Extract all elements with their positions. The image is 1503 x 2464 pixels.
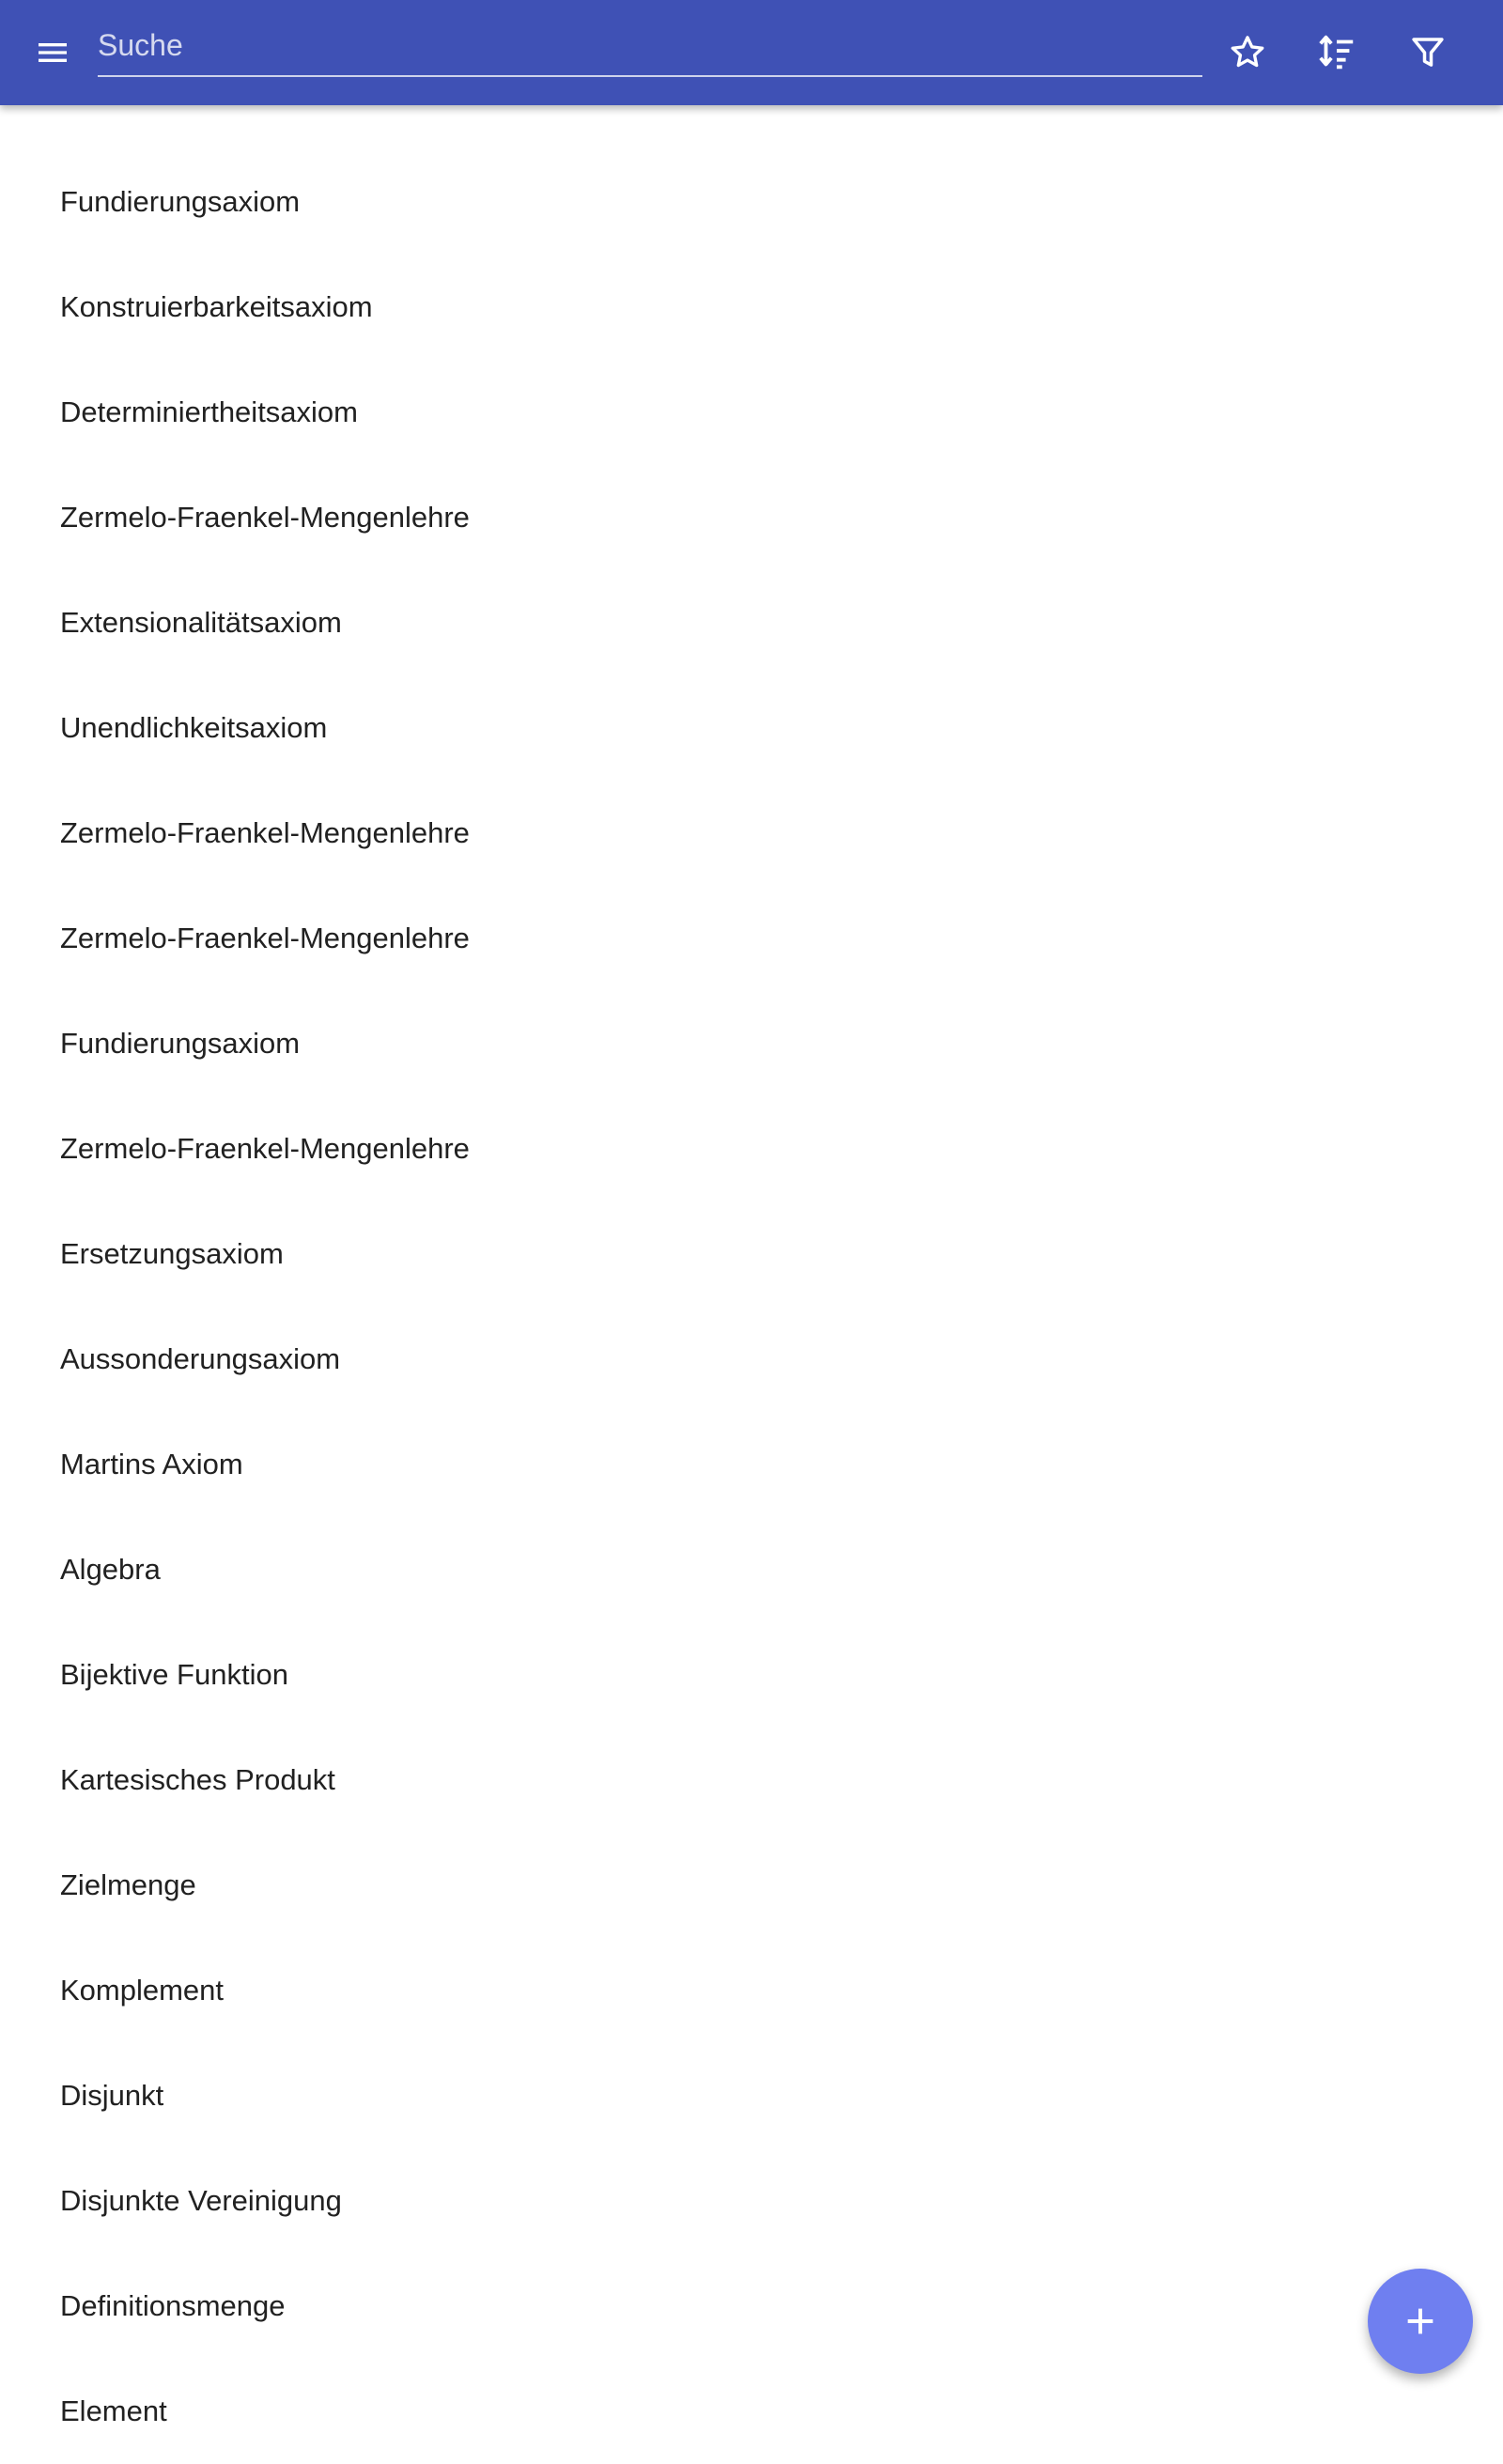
list-item-label: Zielmenge <box>60 1868 196 1901</box>
list-item[interactable] <box>0 255 1503 360</box>
entry-list <box>0 105 1503 2427</box>
list-item[interactable] <box>0 2254 1503 2359</box>
list-item-label: Komplement <box>60 1974 225 2007</box>
list-item[interactable] <box>0 2043 1503 2148</box>
list-item[interactable] <box>0 465 1503 570</box>
search-field[interactable] <box>98 17 1202 77</box>
list-item-label: Zermelo-Fraenkel-Mengenlehre <box>60 501 470 534</box>
list-item-label: Zermelo-Fraenkel-Mengenlehre <box>60 922 470 954</box>
plus-icon <box>1402 2302 1439 2340</box>
list-item[interactable] <box>0 2148 1503 2254</box>
list-item-label: Zermelo-Fraenkel-Mengenlehre <box>60 816 470 849</box>
list-item[interactable] <box>0 149 1503 255</box>
list-item[interactable] <box>0 675 1503 781</box>
filter-button[interactable] <box>1390 15 1465 90</box>
list-item-label: Extensionalitätsaxiom <box>60 606 342 639</box>
list-item-label: Determiniertheitsaxiom <box>60 395 358 428</box>
menu-icon <box>34 34 71 71</box>
list-item-label: Ersetzungsaxiom <box>60 1237 284 1270</box>
list-item[interactable] <box>0 781 1503 886</box>
filter-icon <box>1408 33 1448 72</box>
list-item-label: Disjunkt <box>60 2079 164 2112</box>
list-item-label: Konstruierbarkeitsaxiom <box>60 290 373 323</box>
star-outline-icon <box>1227 32 1268 73</box>
list-item[interactable] <box>0 1517 1503 1622</box>
list-item-label: Unendlichkeitsaxiom <box>60 711 328 744</box>
list-item-label: Zermelo-Fraenkel-Mengenlehre <box>60 1132 470 1165</box>
list-item[interactable] <box>0 1412 1503 1517</box>
list-item[interactable] <box>0 360 1503 465</box>
list-item[interactable] <box>0 570 1503 675</box>
list-item-label: Algebra <box>60 1553 161 1586</box>
list-item[interactable] <box>0 1938 1503 2043</box>
list-item[interactable] <box>0 2359 1503 2464</box>
list-item-label: Fundierungsaxiom <box>60 1027 301 1060</box>
sort-button[interactable] <box>1299 15 1374 90</box>
list-item[interactable] <box>0 1833 1503 1938</box>
list-item-label: Disjunkte Vereinigung <box>60 2184 342 2217</box>
list-item-label: Fundierungsaxiom <box>60 185 301 218</box>
search-input[interactable] <box>98 17 1202 73</box>
list-item[interactable] <box>0 1096 1503 1201</box>
sort-icon <box>1315 31 1358 74</box>
list-item-label: Definitionsmenge <box>60 2289 286 2322</box>
list-item[interactable] <box>0 991 1503 1096</box>
list-item[interactable] <box>0 1201 1503 1307</box>
favorites-button[interactable] <box>1210 15 1285 90</box>
list-item-label: Kartesisches Produkt <box>60 1763 335 1796</box>
list-item[interactable] <box>0 1728 1503 1833</box>
list-item[interactable] <box>0 1307 1503 1412</box>
list-item[interactable] <box>0 886 1503 991</box>
app-bar <box>0 0 1503 105</box>
list-item-label: Aussonderungsaxiom <box>60 1342 341 1375</box>
list-item-label: Martins Axiom <box>60 1448 243 1480</box>
list-item-label: Element <box>60 2394 167 2427</box>
list-item-label: Bijektive Funktion <box>60 1658 288 1691</box>
menu-button[interactable] <box>15 15 90 90</box>
list-item[interactable] <box>0 1622 1503 1728</box>
add-button[interactable] <box>1368 2269 1473 2374</box>
